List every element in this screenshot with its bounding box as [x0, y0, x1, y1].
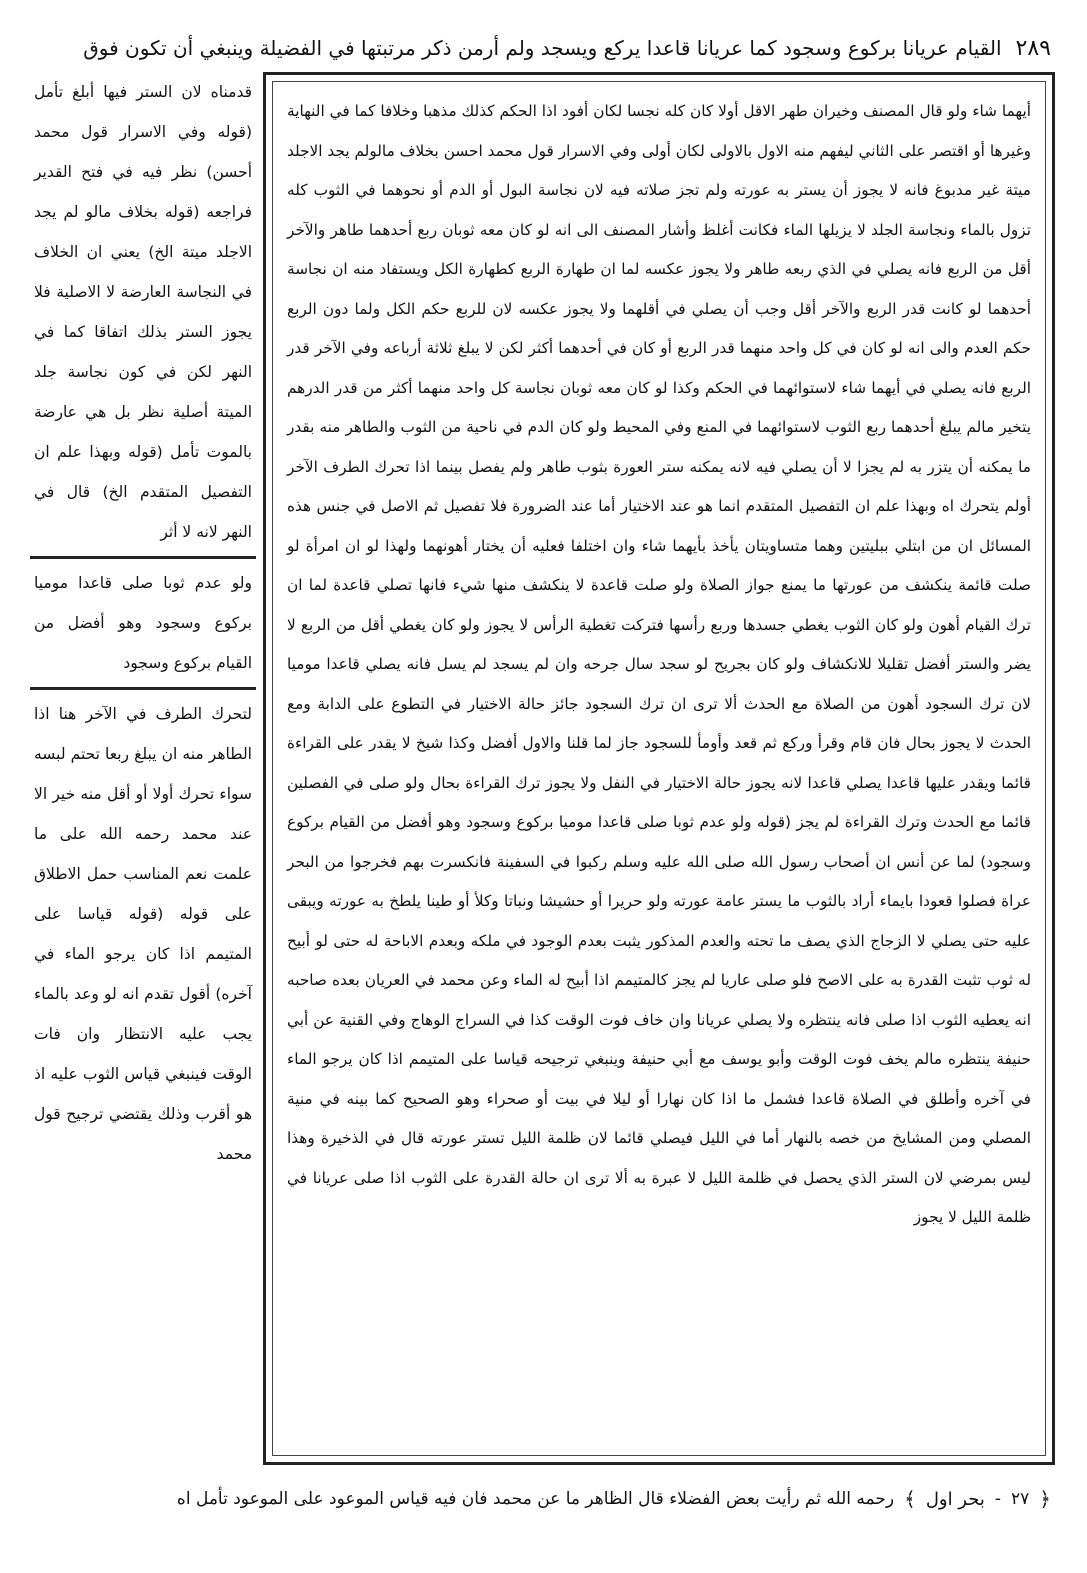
matn-excerpt-block	[30, 563, 256, 683]
commentary-text-1: قدمناه لان الستر فيها أبلغ تأمل (قوله وفي الاسرار قول محمد أحسن) نظر فيه في فتح القدير فراجعه (قوله بخلاف مالو لم يجد الاجلد ميتة الخ) يعني ان الخلاف في النجاسة العارضة لا الاصلية فلا يجوز الستر بذلك اتفاقا كما في النهر لكن في كون نجاسة جلد الميتة أصلية نظر بل هي عارضة بالموت تأمل (قوله وبهذا علم ان التفصيل المتقدم الخ) قال في النهر لانه لا أثر	[34, 83, 252, 541]
commentary-divider-2	[30, 687, 256, 690]
main-paragraph: أيهما شاء ولو قال المصنف وخيران طهر الاقل أولا كان كله نجسا لكان أفود اذا الحكم كذلك مذهبا وخلافا كما في النهاية وغيرها أو اقتصر على الثاني ليفهم منه الاول بالاولى لكان أولى وفي الاسرار قول محمد احسن بخلاف مالولم يجد الاجلد ميتة غير مدبوغ فانه لا يجوز أن يستر به عورته ولم تجز صلاته فيه لان نجاسة البول أو الدم أو نحوهما في الثوب كله تزول بالماء ونجاسة الجلد لا يزيلها الماء فكانت أغلظ وأشار المصنف الى انه لو كان معه ثوبان ربع أحدهما طاهر والآخر أقل من الربع فانه يصلي في الذي ربعه طاهر ولا يجوز عكسه لما ان طهارة الربع كطهارة الكل ويستفاد منه ان نجاسة أحدهما لو كانت قدر الربع والآخر أقل وجب أن يصلي في أقلهما ولا يجوز عكسه لان للربع حكم الكل ولما دون الربع حكم العدم والى انه لو كان في كل واحد منهما قدر الربع أو كان في أحدهما أكثر لكن لا يبلغ ثلاثة أرباعه وفي الآخر قدر الربع فانه يصلي في أيهما شاء لاستوائهما في الحكم وكذا لو كان معه ثوبان نجاسة كل واحد منهما أكثر من قدر الدرهم يتخير مالم يبلغ أحدهما ربع الثوب لاستوائهما في المنع وفي المحيط ولو كان الدم في ناحية من الثوب والطاهر منه بقدر ما يمكنه أن يتزر به لم يجزا لا أن يصلي فيه لانه يمكنه ستر العورة بثوب طاهر ولم يفصل بينما اذا تحرك الطرف الآخر أولم يتحرك اه وبهذا علم ان التفصيل المتقدم انما هو عند الاختيار أما عند الضرورة فلا تفصيل ثم الاصل في جنس هذه المسائل ان من ابتلي ببليتين وهما متساويتان يأخذ بأيهما شاء وان اختلفا فعليه أن يختار أهونهما ولهذا لو ان امرأة لو صلت قائمة ينكشف من عورتها ما يمنع جواز الصلاة ولو صلت قاعدة لا ينكشف منها شيء فانها تصلي قاعدة لما ان ترك القيام أهون ولو كان الثوب يغطي جسدها وربع رأسها فتركت تغطية الرأس لا يجوز ولو كان يغطي أقل من الربع لا يضر والستر أفضل تقليلا للانكشاف ولو كان بجريح لو سجد سال جرحه وان لم يسجد لم يسل فانه يصلي قاعدا موميا لان ترك السجود أهون من الصلاة مع الحدث ألا ترى ان ترك السجود جائز حالة الاختيار في التطوع على الدابة ومع الحدث لا يجوز بحال فان قام وقرأ وركع ثم قعد وأومأ للسجود جاز لما قلنا والاول أفضل وكذا شيخ لا يقدر على القراءة قائما ويقدر عليها قاعدا يصلي قاعدا لانه يجوز حالة الاختيار في النفل ولا يجوز ترك القراءة بحال ولو صلى في الفصلين قائما مع الحدث وترك القراءة لم يجز (قوله ولو عدم ثوبا صلى قاعدا موميا بركوع وسجود وهو أفضل من القيام بركوع وسجود) لما عن أنس ان أصحاب رسول الله صلى الله عليه وسلم ركبوا في السفينة فانكسرت بهم فخرجوا من البحر عراة فصلوا قعودا بايماء أراد بالثوب ما يستر عامة عورته ولو حريرا أو حشيشا ونباتا وكلأ أو طينا يلطخ به عورته ويبقى عليه حتى يصلي لا الزجاج الذي يصف ما تحته والعدم المذكور يثبت بعدم الوجود في ملكه وبعدم الاباحة له حتى لو أبيح له ثوب تثبت القدرة به على الاصح فلو صلى عاريا لم يجز كالمتيمم اذا أبيح له الماء وعن محمد في العريان بعده صاحبه انه يعطيه الثوب اذا صلى فانه ينتظره ولا يصلي عريانا وان خاف فوت الوقت كذا في السراج الوهاج وفي القنية عن أبي حنيفة ينتظره مالم يخف فوت الوقت وأبو يوسف مع أبي حنيفة وينبغي ترجيحه قياسا على المتيمم اذا كان يرجو الماء في آخره وأطلق في الصلاة قاعدا فشمل ما اذا كان نهارا أو ليلا في بيت أو صحراء وهو الصحيح كما بينه في منية المصلي ومن المشايخ من خصه بالنهار أما في الليل فيصلي قائما لان ظلمة الليل تستر عورته قال في الذخيرة وهذا ليس بمرضي لان الستر الذي يحصل في ظلمة الليل لا عبرة به ألا ترى ان حالة القدرة على الثوب اذا صلى عريانا في ظلمة الليل لا يجوز	[287, 102, 1031, 1226]
commentary-block-1	[30, 72, 256, 552]
commentary-text-2: لتحرك الطرف في الآخر هنا اذا الطاهر منه ان يبلغ ربعا تحتم لبسه سواء تحرك أولا أو أقل منه خير الا عند محمد رحمه الله على ما علمت نعم المناسب حمل الاطلاق على قوله (قوله قياسا على المتيمم اذا كان يرجو الماء في آخره) أقول تقدم انه لو وعد بالماء يجب عليه الانتظار وان فات الوقت فينبغي قياس الثوب عليه اذ هو أقرب وذلك يقتضي ترجيح قول محمد	[34, 705, 252, 1163]
page-header	[40, 28, 1051, 68]
main-text-body	[273, 82, 1045, 1244]
page-footer	[40, 1477, 1051, 1521]
volume-label: بحر اول	[925, 1488, 985, 1510]
matn-excerpt-text: ولو عدم ثوبا صلى قاعدا موميا بركوع وسجود وهو أفضل من القيام بركوع وسجود	[34, 574, 252, 672]
footer-close-bracket: ﴾	[904, 1487, 916, 1511]
signature-number: ٢٧	[1011, 1489, 1030, 1509]
commentary-block-2	[30, 694, 256, 1174]
footer-dash: -	[994, 1489, 1002, 1509]
footer-open-bracket: ﴿	[1039, 1487, 1051, 1511]
margin-commentary	[30, 72, 256, 1465]
main-text-frame	[263, 72, 1055, 1465]
commentary-divider-1	[30, 556, 256, 559]
main-text-inner-frame	[272, 81, 1046, 1456]
header-running-text: القيام عريانا بركوع وسجود كما عريانا قاعدا يركع ويسجد ولم أرمن ذكر مرتبتها في الفضيلة وينبغي أن تكون فوق	[83, 36, 1002, 60]
footer-continuation-text: رحمه الله ثم رأيت بعض الفضلاء قال الظاهر ما عن محمد فان فيه قياس الموعود على الموعود تأمل اه	[176, 1489, 895, 1509]
page-number: ٢٨٩	[1015, 35, 1051, 61]
